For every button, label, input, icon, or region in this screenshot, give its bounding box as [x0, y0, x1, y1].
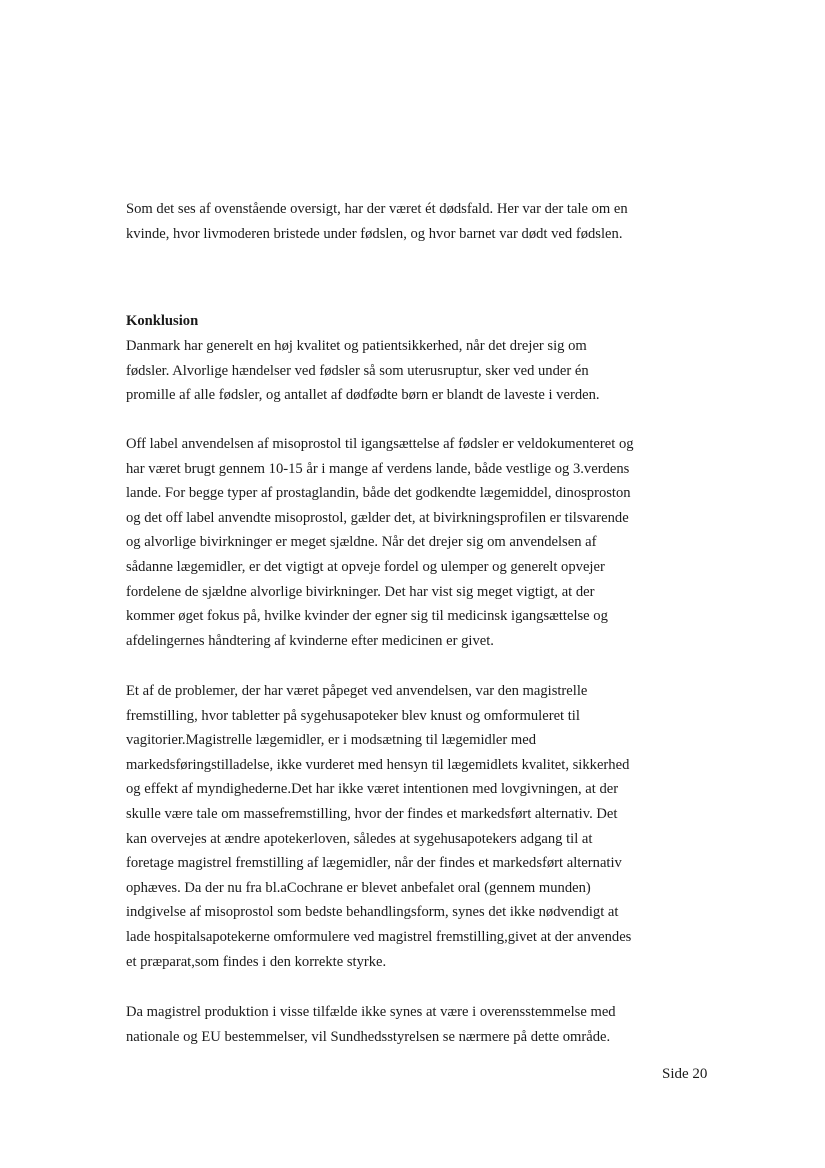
paragraph-intro [126, 197, 646, 246]
text-line: har været brugt gennem 10-15 år i mange af verdens lande, både vestlige og 3.verdens [126, 460, 630, 477]
text-line: kvinde, hvor livmoderen bristede under fødslen, og hvor barnet var dødt ved fødslen. [126, 225, 623, 242]
text-line: afdelingernes håndtering af kvinderne efter medicinen er givet. [126, 632, 494, 649]
text-line: fremstilling, hvor tabletter på sygehusapoteker blev knust og omformuleret til [126, 707, 580, 724]
text-line: Off label anvendelsen af misoprostol til igangsættelse af fødsler er veldokumenteret og [126, 436, 634, 452]
text-line: markedsføringstilladelse, ikke vurderet med hensyn til lægemidlets kvalitet, sikkerhed [126, 756, 630, 773]
text-line: lande. For begge typer af prostaglandin, både det godkendte lægemiddel, dinosproston [126, 485, 631, 502]
paragraph-conclusion-3 [126, 679, 646, 974]
text-line: Danmark har generelt en høj kvalitet og patientsikkerhed, når det drejer sig om [126, 338, 587, 354]
text-line: fødsler. Alvorlige hændelser ved fødsler så som uterusruptur, sker ved under én [126, 362, 589, 379]
text-line: foretage magistrel fremstilling af lægemidler, når der findes et markedsført alternativ [126, 855, 622, 872]
text-line: skulle være tale om massefremstilling, hvor der findes et markedsført alternativ. Det [126, 805, 618, 822]
text-line: indgivelse af misoprostol som bedste behandlingsform, synes det ikke nødvendigt at [126, 904, 619, 921]
text-line: Et af de problemer, der har været påpeget ved anvendelsen, var den magistrelle [126, 683, 588, 699]
paragraph-conclusion-2 [126, 432, 646, 653]
text-line: lade hospitalsapotekerne omformulere ved magistrel fremstilling,givet at der anvendes [126, 928, 632, 945]
text-line: og alvorlige bivirkninger er meget sjældne. Når det drejer sig om anvendelsen af [126, 534, 597, 551]
text-line: kommer øget fokus på, hvilke kvinder der egner sig til medicinsk igangsættelse og [126, 608, 608, 625]
text-line: et præparat,som findes i den korrekte styrke. [126, 953, 387, 970]
text-line: kan overvejes at ændre apotekerloven, således at sygehusapotekers adgang til at [126, 830, 593, 847]
text-line: Da magistrel produktion i visse tilfælde ikke synes at være i overensstemmelse med [126, 1004, 616, 1020]
text-line: Som det ses af ovenstående oversigt, har der været ét dødsfald. Her var der tale om en [126, 201, 628, 217]
page-number: Side 20 [662, 1066, 708, 1082]
text-line: vagitorier.Magistrelle lægemidler, er i modsætning til lægemidler med [126, 732, 536, 749]
section-heading-konklusion: Konklusion [126, 313, 199, 329]
text-line: sådanne lægemidler, er det vigtigt at opveje fordel og ulemper og generelt opvejer [126, 558, 605, 575]
paragraph-conclusion-4 [126, 1000, 646, 1049]
text-line: fordelene de sjældne alvorlige bivirkninger. Det har vist sig meget vigtigt, at der [126, 583, 595, 600]
text-line: og det off label anvendte misoprostol, gælder det, at bivirkningsprofilen er tilsvarende [126, 509, 629, 526]
paragraph-conclusion-1 [126, 334, 646, 408]
text-line: promille af alle fødsler, og antallet af dødfødte børn er blandt de laveste i verden. [126, 387, 600, 404]
text-line: og effekt af myndighederne.Det har ikke været intentionen med lovgivningen, at der [126, 781, 619, 798]
text-line: nationale og EU bestemmelser, vil Sundhedsstyrelsen se nærmere på dette område. [126, 1028, 611, 1045]
text-line: ophæves. Da der nu fra bl.aCochrane er blevet anbefalet oral (gennem munden) [126, 879, 591, 896]
